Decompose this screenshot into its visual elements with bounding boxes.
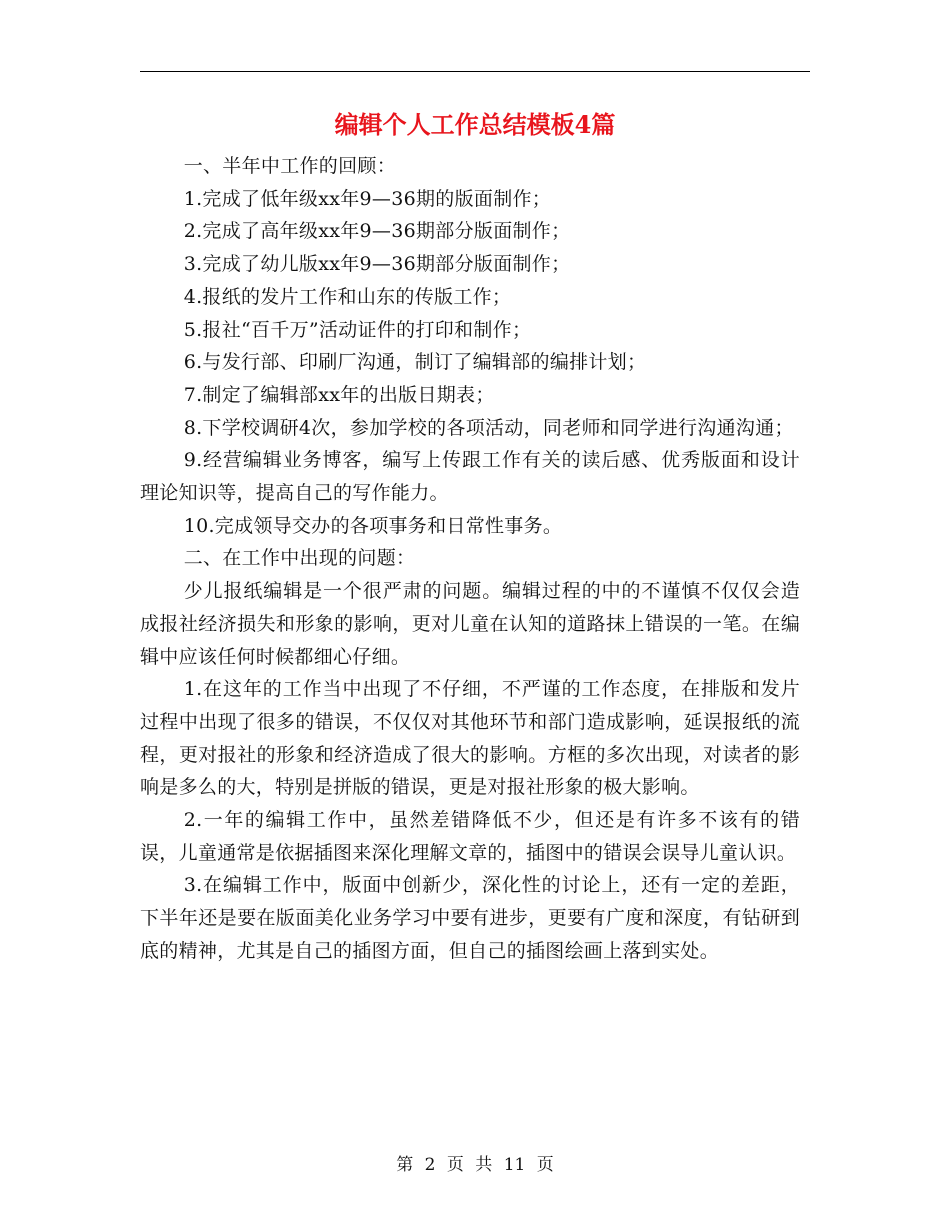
list-item: 3.完成了幼儿版xx年9—36期部分版面制作；	[183, 253, 571, 276]
body-paragraph: 3.在编辑工作中，版面中创新少，深化性的讨论上，还有一定的差距，下半年还是要在版面美化业务学习中要有进步，更要有广度和深度，有钻研到底的精神，尤其是自己的插图方面，但自己的插图绘画上落到实处。	[140, 874, 800, 962]
document-title: 编辑个人工作总结模板4篇	[334, 110, 616, 139]
list-item: 4.报纸的发片工作和山东的传版工作；	[183, 285, 512, 308]
section-heading: 二、在工作中出现的问题：	[183, 547, 416, 570]
list-item: 10.完成领导交办的各项事务和日常性事务。	[183, 514, 563, 537]
list-item: 5.报社“百千万”活动证件的打印和制作；	[183, 318, 532, 341]
document-body	[140, 150, 800, 968]
page-number: 第 2 页 共 11 页	[396, 1155, 554, 1175]
section-heading: 一、半年中工作的回顾：	[183, 155, 396, 177]
list-item: 8.下学校调研4次，参加学校的各项活动，同老师和同学进行沟通沟通；	[183, 416, 794, 439]
list-item: 1.完成了低年级xx年9—36期的版面制作；	[183, 187, 552, 210]
body-paragraph: 1.在这年的工作当中出现了不仔细，不严谨的工作态度，在排版和发片过程中出现了很多的错误，不仅仅对其他环节和部门造成影响，延误报纸的流程，更对报社的形象和经济造成了很大的影响。方框的多次出现，对读者的影响是多么的大，特别是拼版的错误，更是对报社形象的极大影响。	[140, 678, 800, 799]
list-item: 2.完成了高年级xx年9—36期部分版面制作；	[183, 220, 571, 243]
list-item: 7.制定了编辑部xx年的出版日期表；	[183, 383, 495, 406]
body-paragraph: 2.一年的编辑工作中，虽然差错降低不少，但还是有许多不该有的错误，儿童通常是依据插图来深化理解文章的，插图中的错误会误导儿童认识。	[140, 809, 800, 864]
list-item: 9.经营编辑业务博客，编写上传跟工作有关的读后感、优秀版面和设计理论知识等，提高自己的写作能力。	[140, 449, 800, 505]
header-rule	[140, 71, 810, 72]
list-item: 6.与发行部、印刷厂沟通，制订了编辑部的编排计划；	[183, 351, 647, 374]
body-paragraph: 少儿报纸编辑是一个很严肃的问题。编辑过程的中的不谨慎不仅仅会造成报社经济损失和形象的影响，更对儿童在认知的道路抹上错误的一笔。在编辑中应该任何时候都细心仔细。	[140, 580, 800, 668]
